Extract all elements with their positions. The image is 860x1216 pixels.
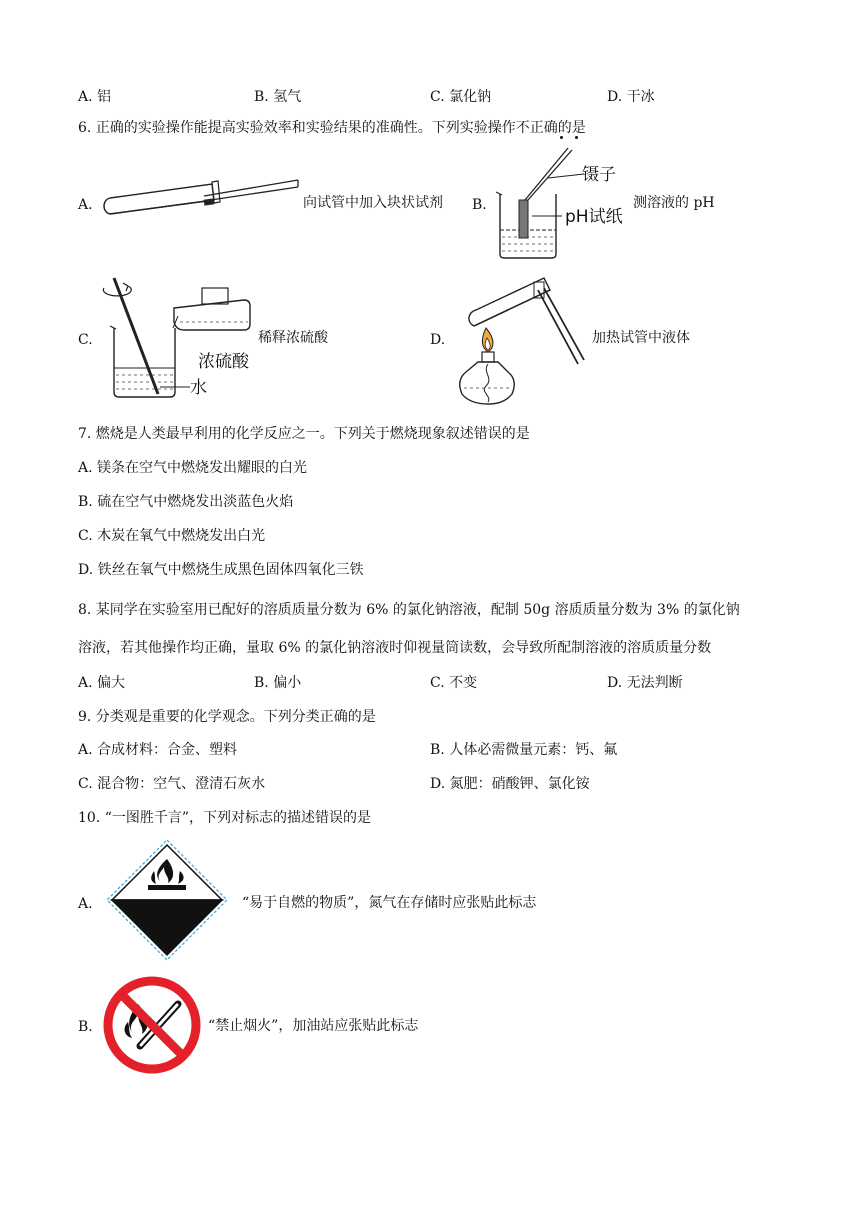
q7-option-b: B. 硫在空气中燃烧发出淡蓝色火焰 — [78, 494, 294, 510]
q7-stem: 7. 燃烧是人类最早利用的化学反应之一。下列关于燃烧现象叙述错误的是 — [78, 426, 530, 442]
test-tube-tweezers-figure — [100, 172, 305, 230]
q8-option-d: D. 无法判断 — [607, 675, 683, 691]
q10-a-text: “易于自燃的物质”，氮气在存储时应张贴此标志 — [242, 895, 537, 911]
tweezers-label: 镊子 — [582, 165, 616, 185]
q8-option-a: A. 偏大 — [78, 675, 126, 691]
dilute-acid-figure — [98, 272, 258, 402]
q6-b-text: 测溶液的 pH — [633, 195, 715, 211]
ph-paper-label: pH试纸 — [565, 207, 623, 227]
q5-option-c: C. 氯化钠 — [430, 89, 492, 105]
q9-stem: 9. 分类观是重要的化学观念。下列分类正确的是 — [78, 709, 376, 725]
q9-option-b: B. 人体必需微量元素：钙、氟 — [430, 742, 618, 758]
q9-option-c: C. 混合物：空气、澄清石灰水 — [78, 776, 266, 792]
q7-option-a: A. 镁条在空气中燃烧发出耀眼的白光 — [78, 460, 308, 476]
q8-option-b: B. 偏小 — [254, 675, 302, 691]
q5-option-b: B. 氢气 — [254, 89, 302, 105]
q10-b-label: B. — [78, 1019, 93, 1035]
q8-line1: 8. 某同学在实验室用已配好的溶质质量分数为 6% 的氯化钠溶液，配制 50g 溶质质量分数为 3% 的氯化钠 — [78, 602, 740, 618]
q5-option-a: A. 铝 — [78, 89, 112, 105]
q6-a-text: 向试管中加入块状试剂 — [303, 195, 443, 211]
q7-option-d: D. 铁丝在氧气中燃烧生成黑色固体四氧化三铁 — [78, 562, 364, 578]
q6-d-text: 加热试管中液体 — [592, 330, 690, 346]
q10-b-text: “禁止烟火”，加油站应张贴此标志 — [208, 1018, 419, 1034]
q9-option-d: D. 氮肥：硝酸钾、氯化铵 — [430, 776, 590, 792]
heating-tube-figure — [452, 268, 592, 408]
spontaneous-combustion-sign-icon — [104, 837, 230, 963]
q6-b-label: B. — [472, 197, 487, 213]
q9-option-a: A. 合成材料：合金、塑料 — [78, 742, 238, 758]
no-fire-sign-icon — [100, 974, 206, 1078]
q6-a-label: A. — [78, 197, 93, 213]
q6-stem: 6. 正确的实验操作能提高实验效率和实验结果的准确性。下列实验操作不正确的是 — [78, 120, 586, 136]
ph-test-figure — [492, 142, 637, 260]
q7-option-c: C. 木炭在氧气中燃烧发出白光 — [78, 528, 266, 544]
emphasis-dot — [575, 136, 578, 139]
emphasis-dot — [560, 136, 563, 139]
q8-line2: 溶液，若其他操作均正确，量取 6% 的氯化钠溶液时仰视量筒读数，会导致所配制溶液的溶质质量分数 — [78, 640, 712, 656]
q6-c-text: 稀释浓硫酸 — [258, 330, 328, 346]
q6-c-label: C. — [78, 332, 93, 348]
q8-option-c: C. 不变 — [430, 675, 478, 691]
concentrated-acid-label: 浓硫酸 — [198, 352, 249, 372]
water-label: 水 — [190, 378, 207, 398]
q5-option-d: D. 干冰 — [607, 89, 655, 105]
q10-a-label: A. — [78, 896, 93, 912]
q6-d-label: D. — [430, 332, 446, 348]
q10-stem: 10. “一图胜千言”，下列对标志的描述错误的是 — [78, 810, 372, 826]
